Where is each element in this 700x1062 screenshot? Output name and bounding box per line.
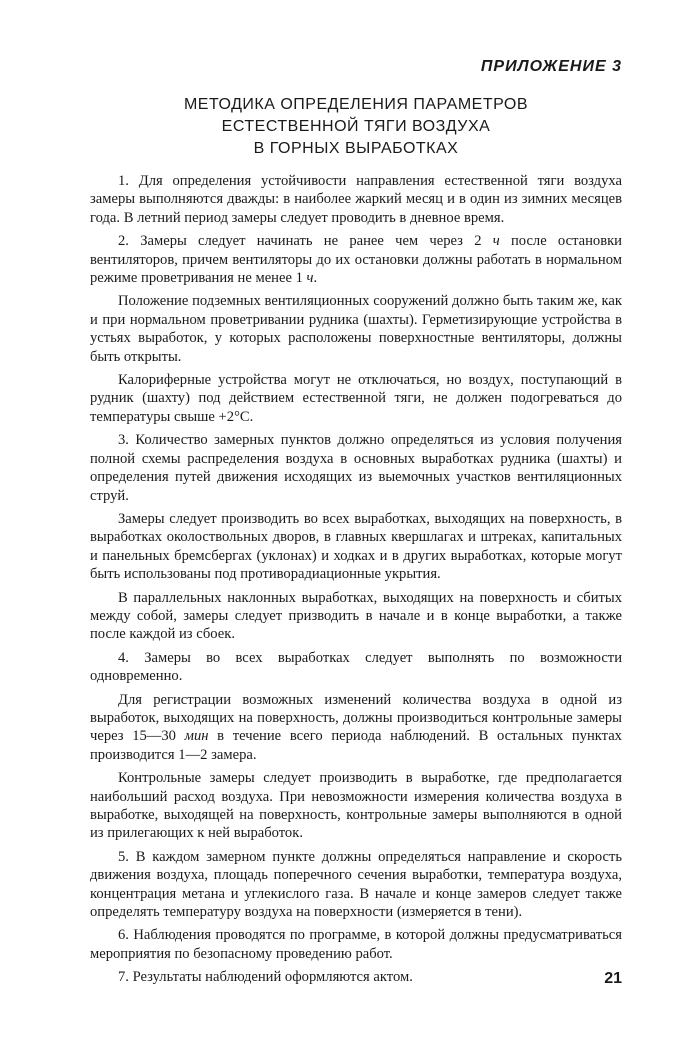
unit-hour: ч (306, 270, 314, 287)
document-page (90, 0, 622, 1062)
paragraph-9 (90, 691, 622, 765)
paragraph-3: Положение подземных вентиляционных сооружений должно быть таким же, как и при нормальном проветривании рудника (шахты). Герметизирующие устройства в устьях выработок, у которых расположены поверхностные вентиляторы, должны быть открыты. (90, 293, 622, 365)
unit-minute: мин (184, 728, 209, 745)
title-line-1: МЕТОДИКА ОПРЕДЕЛЕНИЯ ПАРАМЕТРОВ (183, 96, 529, 113)
paragraph-2-text-c: . (313, 270, 318, 287)
paragraph-6: Замеры следует производить во всех выработках, выходящих на поверхность, в выработках околоствольных дворов, в главных квершлагах и штреках, капитальных и панельных бремсбергах (уклонах) и ходках и в других выработках, которые могут быть использованы под противорадиационные укрытия. (90, 510, 622, 583)
paragraph-13: 7. Результаты наблюдений оформляются актом. (118, 969, 413, 986)
title-line-3: В ГОРНЫХ ВЫРАБОТКАХ (253, 140, 459, 157)
paragraph-11: 5. В каждом замерном пункте должны определяться направление и скорость движения воздуха, площадь поперечного сечения выработки, температура воздуха, концентрация метана и углекислого газа. В начале и конце замеров следует также определять температуру воздуха на поверхности (измеряется в тени). (90, 848, 622, 921)
unit-hour: ч (492, 233, 500, 250)
paragraph-2-text-a: 2. Замеры следует начинать не ранее чем через 2 (118, 233, 493, 250)
paragraph-4: Калориферные устройства могут не отключаться, но воздух, поступающий в рудник (шахту) под действием естественной тяги, не должен подогреваться до температуры свыше +2°С. (90, 372, 622, 425)
paragraph-2 (90, 232, 622, 287)
paragraph-10: Контрольные замеры следует производить в выработке, где предполагается наибольший расход воздуха. При невозможности измерения количества воздуха в выработке, выходящей на поверхность, контрольные замеры выполняются в одной из прилегающих к ней выработок. (90, 770, 622, 842)
page-title (90, 94, 622, 160)
paragraph-1: 1. Для определения устойчивости направления естественной тяги воздуха замеры выполняются дважды: в наиболее жаркий месяц и в один из зимних месяцев года. В летний период замеры следует проводить в дневное время. (90, 173, 622, 226)
document-body (90, 172, 622, 992)
page-number: 21 (604, 970, 622, 987)
paragraph-2-text-b: после остановки вентиляторов, причем вентиляторы до их остановки должны работать в нормальном режиме проветривания не менее 1 (90, 233, 622, 287)
paragraph-12: 6. Наблюдения проводятся по программе, в которой должны предусматриваться мероприятия по безопасному проведению работ. (90, 927, 622, 962)
paragraph-8: 4. Замеры во всех выработках следует выполнять по возможности одновременно. (90, 649, 622, 685)
paragraph-5: 3. Количество замерных пунктов должно определяться из условия получения полной схемы распределения воздуха в основных выработках рудника (шахты) и определения путей движения исходящих из выемочных участков вентиляционных струй. (90, 432, 622, 504)
appendix-label: ПРИЛОЖЕНИЕ 3 (480, 58, 622, 75)
paragraph-9-text-a: Для регистрации возможных изменений количества воздуха в одной из выработок, выходящих на поверхность, должны производиться контрольные замеры через 15—30 (90, 691, 622, 745)
title-line-2: ЕСТЕСТВЕННОЙ ТЯГИ ВОЗДУХА (221, 118, 491, 135)
paragraph-9-text-b: в течение всего периода наблюдений. В остальных пунктах производится 1—2 замера. (90, 728, 622, 763)
paragraph-7: В параллельных наклонных выработках, выходящих на поверхность и сбитых между собой, замеры следует призводить в начале и в конце выработки, а также после каждой из сбоек. (90, 589, 622, 643)
